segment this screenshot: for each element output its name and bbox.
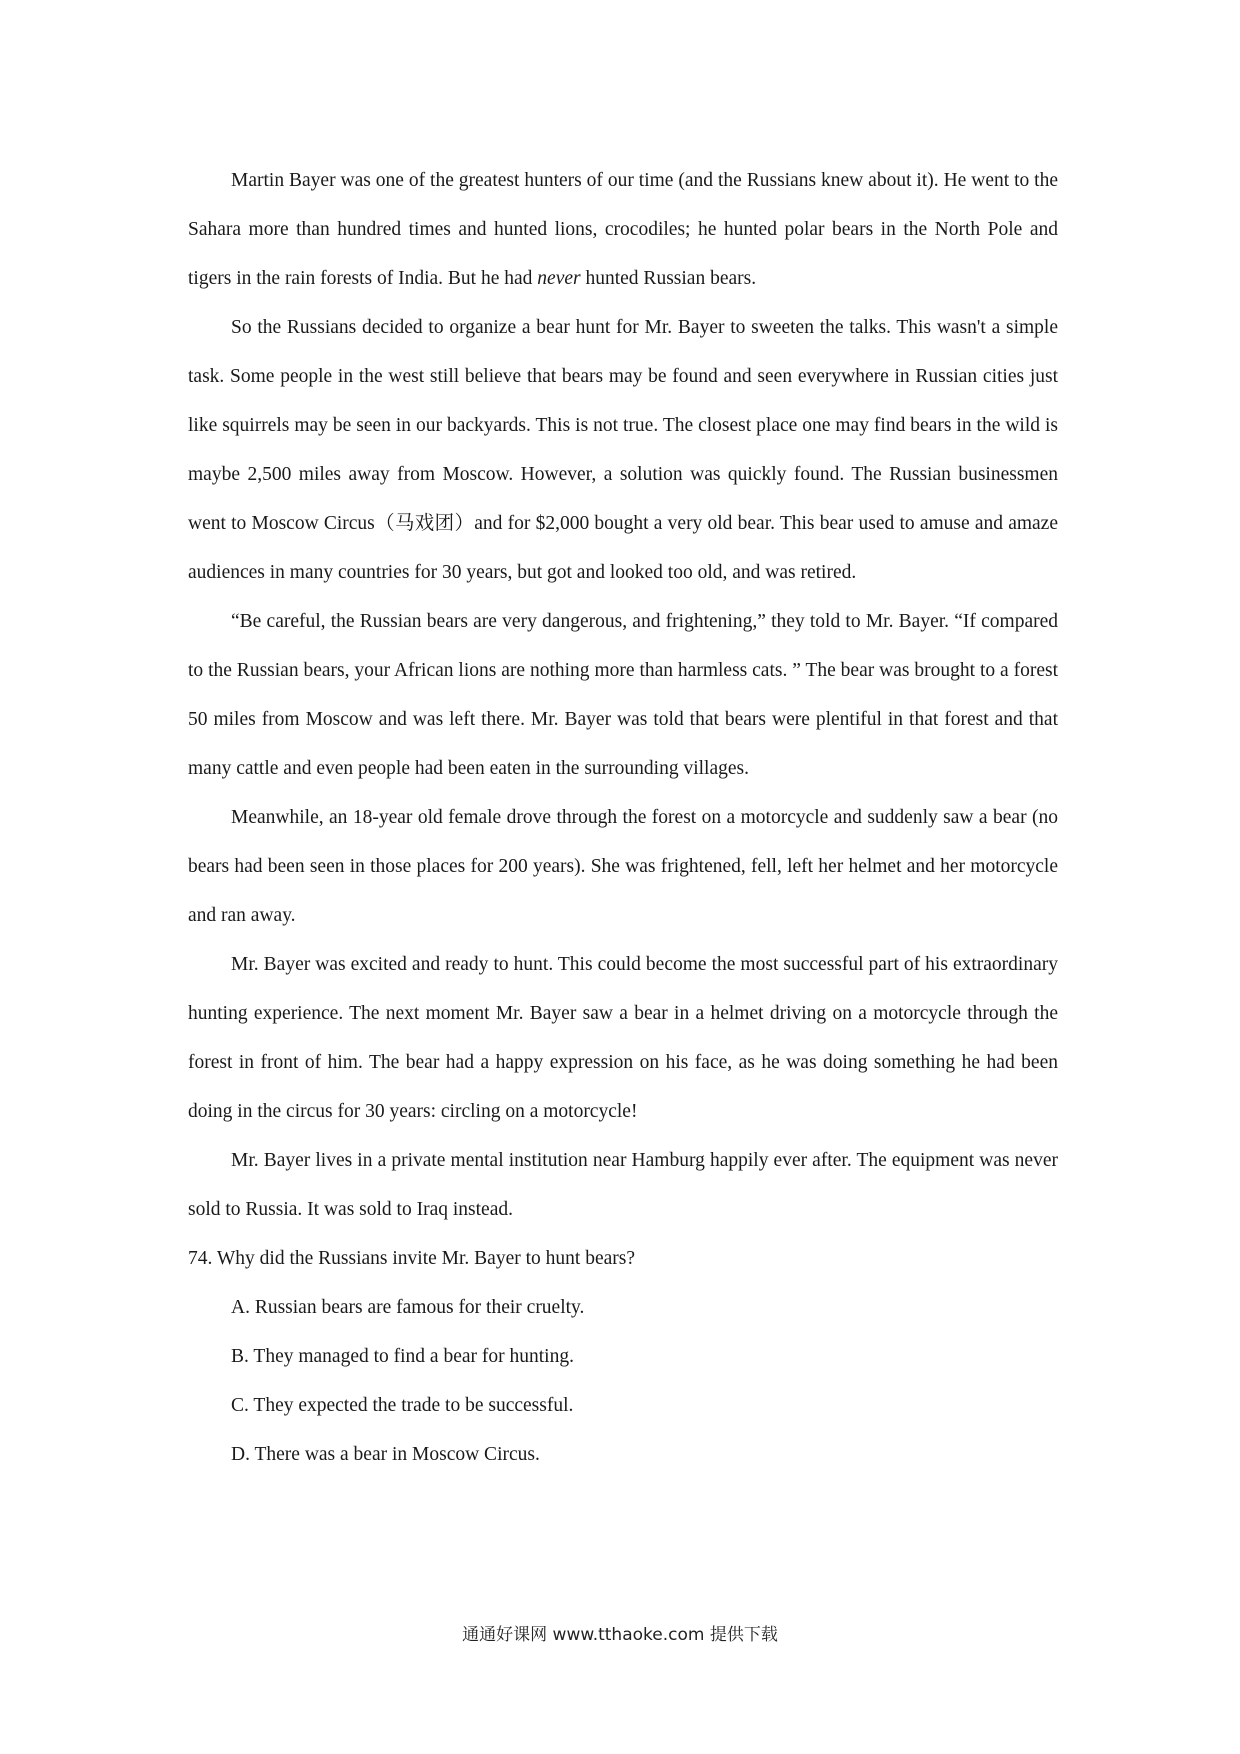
question-stem: 74. Why did the Russians invite Mr. Bayer to hunt bears? <box>188 1248 635 1269</box>
paragraph-5: Mr. Bayer was excited and ready to hunt. This could become the most successful part of his extraordinary hunting experience. The next moment Mr. Bayer saw a bear in a helmet driving on a motorcycle through the forest in front of him. The bear had a happy expression on his face, as he was doing something he had been doing in the circus for 30 years: circling on a motorcycle! <box>188 954 1058 1122</box>
passage-body <box>188 156 1058 1479</box>
option-a: A. Russian bears are famous for their cruelty. <box>231 1297 585 1318</box>
paragraph-1-emphasis: never <box>537 268 581 289</box>
paragraph-1-text-b: hunted Russian bears. <box>580 268 757 289</box>
paragraph-3: “Be careful, the Russian bears are very dangerous, and frightening,” they told to Mr. Bayer. “If compared to the Russian bears, your African lions are nothing more than harmless cats. ” The bear was brought to a forest 50 miles from Moscow and was left there. Mr. Bayer was told that bears were plentiful in that forest and that many cattle and even people had been eaten in the surrounding villages. <box>188 611 1058 779</box>
option-d: D. There was a bear in Moscow Circus. <box>231 1444 540 1465</box>
paragraph-1 <box>188 156 1058 303</box>
option-b: B. They managed to find a bear for hunting. <box>231 1346 574 1367</box>
paragraph-4: Meanwhile, an 18-year old female drove through the forest on a motorcycle and suddenly saw a bear (no bears had been seen in those places for 200 years). She was frightened, fell, left her helmet and her motorcycle and ran away. <box>188 807 1058 926</box>
option-c: C. They expected the trade to be successful. <box>231 1395 574 1416</box>
paragraph-6: Mr. Bayer lives in a private mental institution near Hamburg happily ever after. The equipment was never sold to Russia. It was sold to Iraq instead. <box>188 1150 1058 1220</box>
paragraph-2: So the Russians decided to organize a bear hunt for Mr. Bayer to sweeten the talks. This wasn't a simple task. Some people in the west still believe that bears may be found and seen everywhere in Russian cities just like squirrels may be seen in our backyards. This is not true. The closest place one may find bears in the wild is maybe 2,500 miles away from Moscow. However, a solution was quickly found. The Russian businessmen went to Moscow Circus（马戏团）and for $2,000 bought a very old bear. This bear used to amuse and amaze audiences in many countries for 30 years, but got and looked too old, and was retired. <box>188 317 1058 583</box>
page-footer: 通通好课网 www.tthaoke.com 提供下载 <box>462 1625 778 1645</box>
paragraph-1-text-a: Martin Bayer was one of the greatest hunters of our time (and the Russians knew about it). He went to the Sahara more than hundred times and hunted lions, crocodiles; he hunted polar bears in the North Pole and tigers in the rain forests of India. But he had <box>188 170 1058 289</box>
